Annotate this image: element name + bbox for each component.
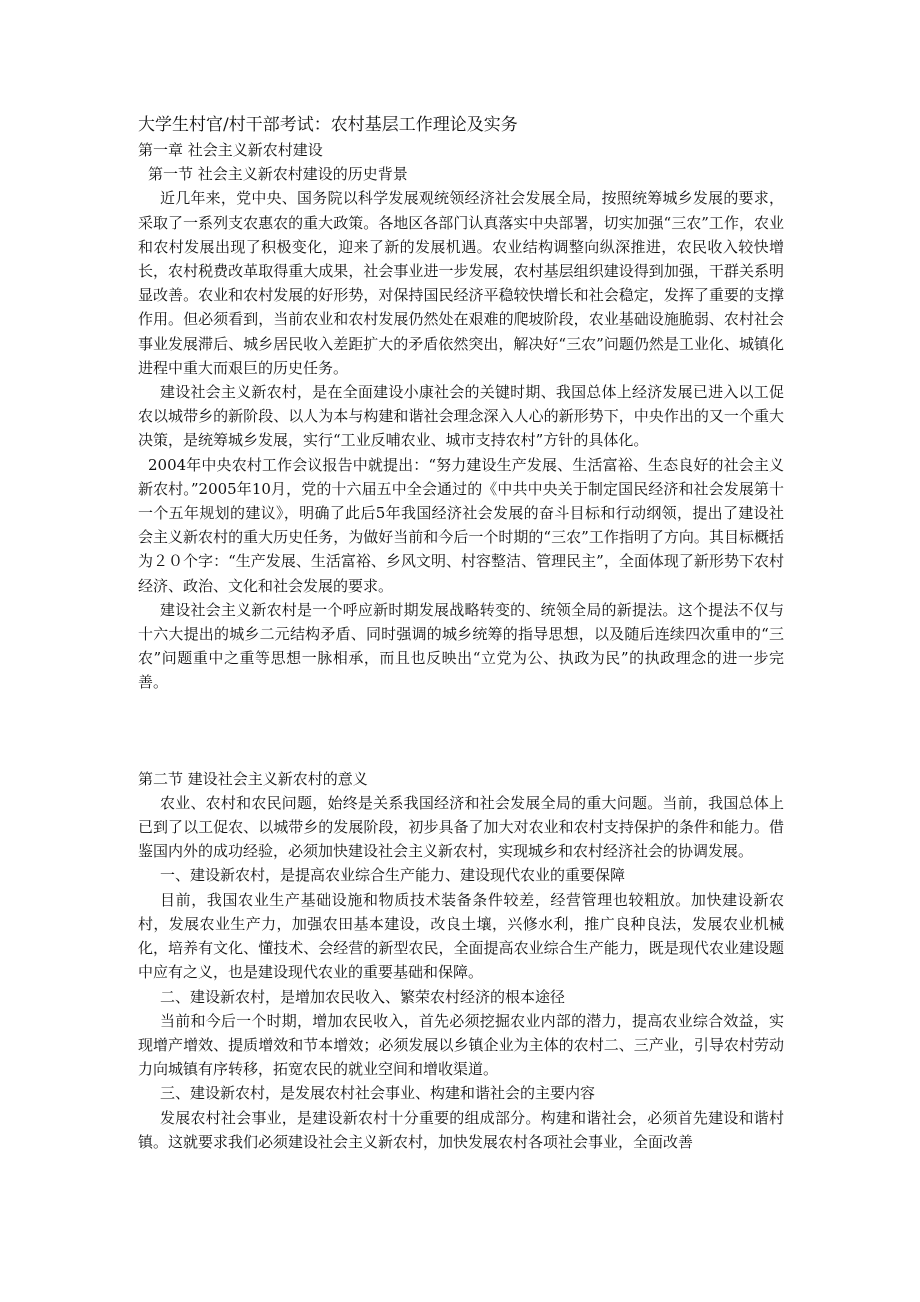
section1-paragraph-2: 建设社会主义新农村，是在全面建设小康社会的关键时期、我国总体上经济发展已进入以工促农以城带乡的新阶段、以人为本与构建和谐社会理念深入人心的新形势下，中央作出的又一个重大决策，是统筹城乡发展，实行“工业反哺农业、城市支持农村”方针的具体化。 [138, 383, 784, 450]
point-1-body: 目前，我国农业生产基础设施和物质技术装备条件较差，经营管理也较粗放。加快建设新农村，发展农业生产力，加强农田基本建设，改良土壤，兴修水利，推广良种良法，发展农业机械化，培养有文化、懂技术、会经营的新型农民，全面提高农业综合生产能力，既是现代农业建设题中应有之义，也是建设现代农业的重要基础和保障。 [138, 890, 784, 982]
point-3-heading: 三、建设新农村，是发展农村社会事业、构建和谐社会的主要内容 [160, 1084, 596, 1103]
point-2-body: 当前和今后一个时期，增加农民收入，首先必须挖掘农业内部的潜力，提高农业综合效益，实现增产增效、提质增效和节本增效；必须发展以乡镇企业为主体的农村二、三产业，引导农村劳动力向城镇有序转移，拓宽农民的就业空间和增收渠道。 [138, 1011, 784, 1079]
point-3-body: 发展农村社会事业，是建设新农村十分重要的组成部分。构建和谐社会，必须首先建设和谐村镇。这就要求我们必须建设社会主义新农村，加快发展农村各项社会事业，全面改善 [138, 1108, 784, 1151]
point-2-heading: 二、建设新农村，是增加农民收入、繁荣农村经济的根本途径 [160, 987, 566, 1006]
section1-paragraph-1: 近几年来，党中央、国务院以科学发展观统领经济社会发展全局，按照统筹城乡发展的要求，采取了一系列支农惠农的重大政策。各地区各部门认真落实中央部署，切实加强“三农”工作，农业和农村发展出现了积极变化，迎来了新的发展机遇。农业结构调整向纵深推进，农民收入较快增长，农村税费改革取得重大成果，社会事业进一步发展，农村基层组织建设得到加强，干群关系明显改善。农业和农村发展的好形势，对保持国民经济平稳较快增长和社会稳定，发挥了重要的支撑作用。但必须看到，当前农业和农村发展仍然处在艰难的爬坡阶段，农业基础设施脆弱、农村社会事业发展滞后、城乡居民收入差距扩大的矛盾依然突出，解决好“三农”问题仍然是工业化、城镇化进程中重大而艰巨的历史任务。 [138, 189, 784, 377]
section1-paragraph-3: 2004年中央农村工作会议报告中就提出：“努力建设生产发展、生活富裕、生态良好的社会主义新农村。”2005年10月，党的十六届五中全会通过的《中共中央关于制定国民经济和社会发展第十一个五年规划的建议》，明确了此后5年我国经济社会发展的奋斗目标和行动纲领，提出了建设社会主义新农村的重大历史任务，为做好当前和今后一个时期的“三农”工作指明了方向。其目标概括为２０个字：“生产发展、生活富裕、乡风文明、村容整洁、管理民主”，全面体现了新形势下农村经济、政治、文化和社会发展的要求。 [138, 455, 784, 595]
section1-heading: 第一节 社会主义新农村建设的历史背景 [148, 165, 408, 184]
section2-heading: 第二节 建设社会主义新农村的意义 [138, 769, 368, 788]
chapter-heading: 第一章 社会主义新农村建设 [138, 141, 323, 159]
section1-paragraph-4: 建设社会主义新农村是一个呼应新时期发展战略转变的、统领全局的新提法。这个提法不仅与十六大提出的城乡二元结构矛盾、同时强调的城乡统筹的指导思想，以及随后连续四次重申的“三农”问题重中之重等思想一脉相承，而且也反映出“立党为公、执政为民”的执政理念的进一步完善。 [138, 600, 784, 692]
document-page [138, 112, 784, 1154]
document-title: 大学生村官/村干部考试：农村基层工作理论及实务 [138, 115, 518, 135]
point-1-heading: 一、建设新农村，是提高农业综合生产能力、建设现代农业的重要保障 [160, 866, 626, 885]
blank-space [138, 695, 784, 767]
section2-intro: 农业、农村和农民问题，始终是关系我国经济和社会发展全局的重大问题。当前，我国总体上已到了以工促农、以城带乡的发展阶段，初步具备了加大对农业和农村支持保护的条件和能力。借鉴国内外的成功经验，必须加快建设社会主义新农村，实现城乡和农村经济社会的协调发展。 [138, 793, 784, 861]
